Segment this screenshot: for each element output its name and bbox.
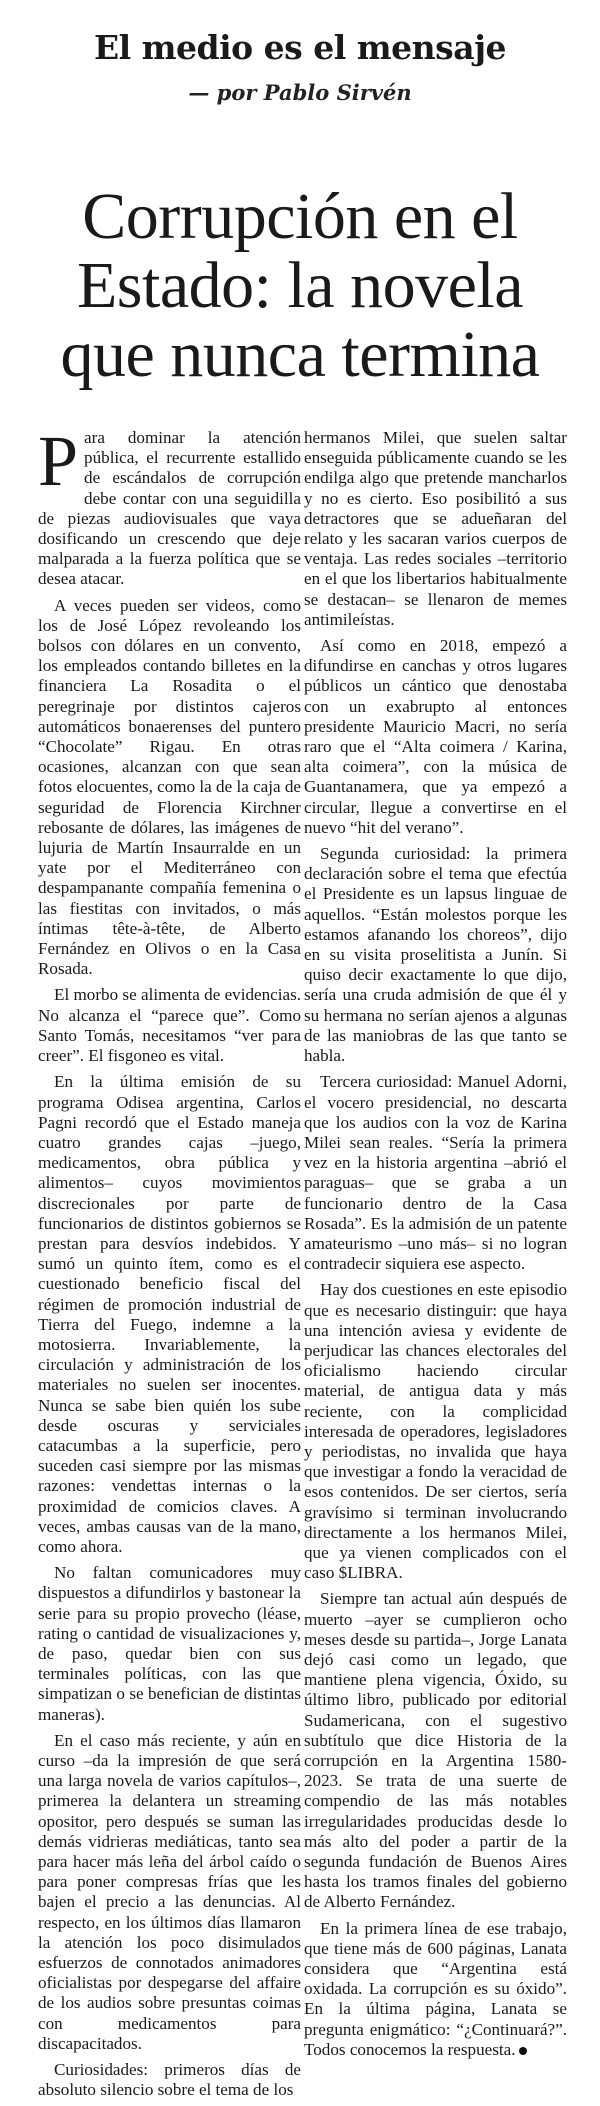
paragraph: Curiosidades: primeros días de absoluto silencio sobre el tema de los bbox=[38, 2060, 301, 2100]
drop-cap: P bbox=[38, 421, 79, 501]
paragraph: En la última emisión de su programa Odisea argentina, Carlos Pagni recordó que el Estado maneja cuatro grandes cajas –juego, medicamentos, obra pública y alimentos– cuyos movimientos discrecionales por parte de funcionarios de distintos gobiernos se prestan para desvíos indebidos. Y sumó un quinto ítem, como es el cuestionado beneficio fiscal del régimen de promoción industrial de Tierra del Fuego, indemne a la motosierra. Invariablemente, la circulación y administración de los materiales no suelen ser inocentes. Nunca se sabe bien quién los sube desde oscuras y serviciales catacumbas a la superficie, pero suceden casi siempre por las mismas razones: vendettas internas o la proximidad de comicios claves. A veces, ambas causas van de la mano, como ahora. bbox=[38, 1072, 301, 1556]
paragraph: Así como en 2018, empezó a difundirse en canchas y otros lugares públicos un cántico que denostaba con un exabrupto al entonces presidente Mauricio Macri, no sería raro que el “Alta coimera / Karina, alta coimera”, con la música de Guantanamera, que ya empezó a circular, llegue a convertirse en el nuevo “hit del verano”. bbox=[304, 636, 567, 837]
author-byline: — por Pablo Sirvén bbox=[188, 80, 412, 105]
paragraph: Tercera curiosidad: Manuel Adorni, el vocero presidencial, no descarta que los audios con la voz de Karina Milei sean reales. “Sería la primera vez en la historia argentina –abrió el paraguas– que se graba a un funcionario dentro de la Casa Rosada”. Es la admisión de un patente amateurismo –uno más– si no logran contradecir siquiera ese aspecto. bbox=[304, 1072, 567, 1274]
article-headline bbox=[0, 182, 600, 389]
paragraph: Segunda curiosidad: la primera declaración sobre el tema que efectúa el Presidente es un lapsus linguae de aquellos. “Están molestos porque les estamos afanando los choreos”, dijo en su visita proselitista a Junín. Si quiso decir exactamente lo que dijo, sería una cruda admisión de que él y su hermana no serían ajenos a algunas de las maniobras de las que tanto se habla. bbox=[304, 844, 567, 1066]
paragraph: Hay dos cuestiones en este episodio que es necesario distinguir: que haya una intención aviesa y evidente de perjudicar las chances electorales del oficialismo haciendo circular material, de antigua data y más reciente, con la complicidad interesada de operadores, legisladores y periodistas, no invalida que haya que investigar a fondo la veracidad de esos contenidos. De ser ciertos, sería gravísimo si terminan involucrando directamente a los hermanos Milei, que ya vienen complicados con el caso $LIBRA. bbox=[304, 1280, 567, 1583]
paragraph bbox=[304, 1919, 567, 2060]
paragraph-text: En la primera línea de ese trabajo, que tiene más de 600 páginas, Lanata considera que “Argentina está oxidada. La corrupción es su óxido”. En la última página, Lanata se pregunta enigmático: “¿Continuará?”. Todos conocemos la respuesta. bbox=[304, 1918, 567, 2059]
paragraph: hermanos Milei, que suelen saltar enseguida públicamente cuando se les endilga algo que pretende mancharlos y no es cierto. Eso posibilitó a sus detractores que se adueñaran del relato y les sacaran varios cuerpos de ventaja. Las redes sociales –territorio en el que los libertarios habitualmente se destacan– se llenaron de memes antimileístas. bbox=[304, 428, 567, 629]
paragraph bbox=[38, 421, 301, 590]
headline-line: Corrupción en el bbox=[82, 180, 518, 253]
paragraph: El morbo se alimenta de evidencias. No alcanza el “parece que”. Como Santo Tomás, necesitamos “ver para creer”. El fisgoneo es vital. bbox=[38, 985, 301, 1066]
right-column bbox=[304, 428, 567, 2066]
end-mark-icon bbox=[519, 2047, 527, 2055]
section-title: El medio es el mensaje bbox=[93, 28, 507, 67]
headline-line: Estado: la novela bbox=[76, 249, 524, 322]
left-column bbox=[38, 421, 301, 2106]
paragraph: A veces pueden ser videos, como los de José López revoleando los bolsos con dólares en un convento, los empleados contando billetes en la financiera La Rosadita o el peregrinaje por distintos cajeros automáticos bonaerenses del puntero “Chocolate” Rigau. En otras ocasiones, alcanzan con que sean fotos elocuentes, como la de la caja de seguridad de Florencia Kirchner rebosante de dólares, las imágenes de lujuria de Martín Insaurralde en un yate por el Mediterráneo con despampanante compañía femenina o las fiestitas con invitados, o más íntimas tête-à-tête, de Alberto Fernández en Olivos o en la Casa Rosada. bbox=[38, 595, 301, 979]
paragraph: No faltan comunicadores muy dispuestos a difundirlos y bastonear la serie para su propio provecho (léase, rating o cantidad de visualizaciones y, de paso, quedar bien con sus terminales políticas, con las que simpatizan o se benefician de distintas maneras). bbox=[38, 1563, 301, 1724]
paragraph: Siempre tan actual aún después de muerto –ayer se cumplieron ocho meses desde su partida–, Jorge Lanata dejó casi como un legado, que mantiene plena vigencia, Óxido, su último libro, publicado por editorial Sudamericana, con el sugestivo subtítulo que dice Historia de la corrupción en la Argentina 1580-2023. Se trata de una suerte de compendio de las más notables irregularidades producidas desde lo más alto del poder a partir de la segunda fundación de Buenos Aires hasta los tramos finales del gobierno de Alberto Fernández. bbox=[304, 1589, 567, 1912]
paragraph-text: ara dominar la atención pública, el recurrente estallido de escándalos de corrupción debe contar con una seguidilla de piezas audiovisuales que vaya dosificando un crescendo que deje malparada a la fuerza política que se desea atacar. bbox=[38, 428, 301, 589]
paragraph: En el caso más reciente, y aún en curso –da la impresión de que será una larga novela de varios capítulos–, primerea la delantera un streaming opositor, pero después se suman las demás vidrieras mediáticas, tanto sea para hacer más leña del árbol caído o para poner compresas frías que les bajen el precio a las denuncias. Al respecto, en los últimos días llamaron la atención los poco disimulados esfuerzos de connotados animadores oficialistas por despegarse del affaire de los audios sobre presuntas coimas con medicamentos para discapacitados. bbox=[38, 1730, 301, 2053]
headline-line: que nunca termina bbox=[60, 318, 540, 391]
